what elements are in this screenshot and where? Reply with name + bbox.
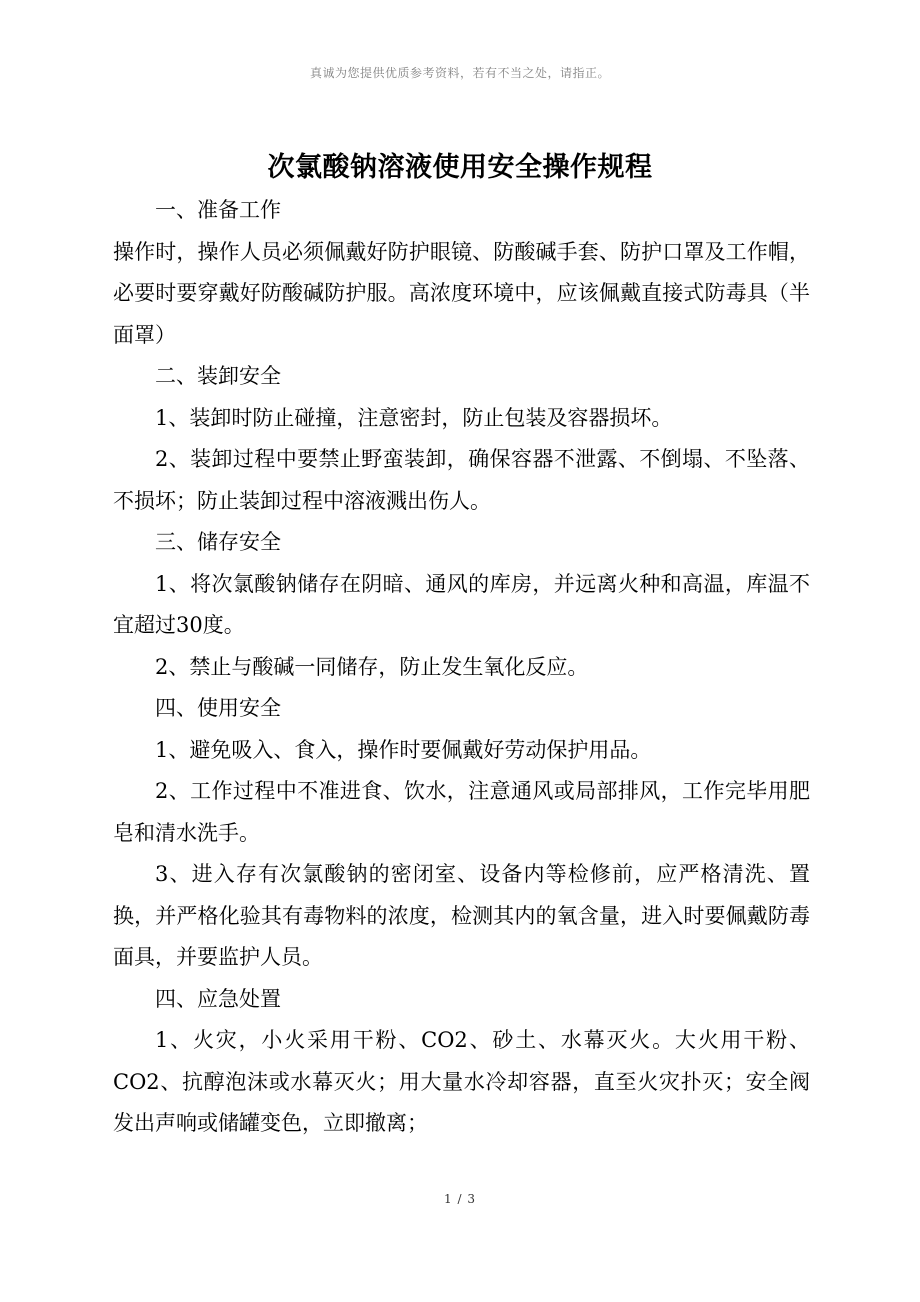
paragraph: 3、进入存有次氯酸钠的密闭室、设备内等检修前，应严格清洗、置换，并严格化验其有毒物料的浓度，检测其内的氧含量，进入时要佩戴防毒面具，并要监护人员。 <box>113 862 810 969</box>
paragraph: 2、禁止与酸碱一同储存，防止发生氧化反应。 <box>155 654 589 679</box>
header-note: 真诚为您提供优质参考资料，若有不当之处，请指正。 <box>309 66 610 80</box>
section-heading: 四、应急处置 <box>155 986 281 1011</box>
paragraph: 2、工作过程中不准进食、饮水，注意通风或局部排风，工作完毕用肥皂和清水洗手。 <box>113 779 810 845</box>
paragraph: 1、将次氯酸钠储存在阴暗、通风的库房，并远离火种和高温，库温不宜超过30度。 <box>113 571 810 637</box>
paragraph: 1、装卸时防止碰撞，注意密封，防止包装及容器损坏。 <box>155 405 673 430</box>
section-heading: 四、使用安全 <box>155 696 281 720</box>
paragraph: 1、避免吸入、食入，操作时要佩戴好劳动保护用品。 <box>155 737 652 762</box>
paragraph: 操作时，操作人员必须佩戴好防护眼镜、防酸碱手套、防护口罩及工作帽，必要时要穿戴好防酸碱防护服。高浓度环境中，应该佩戴直接式防毒具（半面罩） <box>113 239 810 347</box>
document-body <box>113 190 810 1145</box>
document-title: 次氯酸钠溶液使用安全操作规程 <box>267 152 653 183</box>
section-heading: 三、储存安全 <box>155 530 281 554</box>
section-heading: 二、装卸安全 <box>155 364 281 388</box>
paragraph: 1、火灾，小火采用干粉、CO2、砂土、水幕灭火。大火用干粉、CO2、抗醇泡沫或水幕灭火；用大量水冷却容器，直至火灾扑灭；安全阀发出声响或储罐变色，立即撤离； <box>113 1028 810 1135</box>
page-number: 1 / 3 <box>444 1192 476 1206</box>
paragraph: 2、装卸过程中要禁止野蛮装卸，确保容器不泄露、不倒塌、不坠落、不损坏；防止装卸过程中溶液溅出伤人。 <box>113 447 810 513</box>
section-heading: 一、准备工作 <box>155 198 281 222</box>
